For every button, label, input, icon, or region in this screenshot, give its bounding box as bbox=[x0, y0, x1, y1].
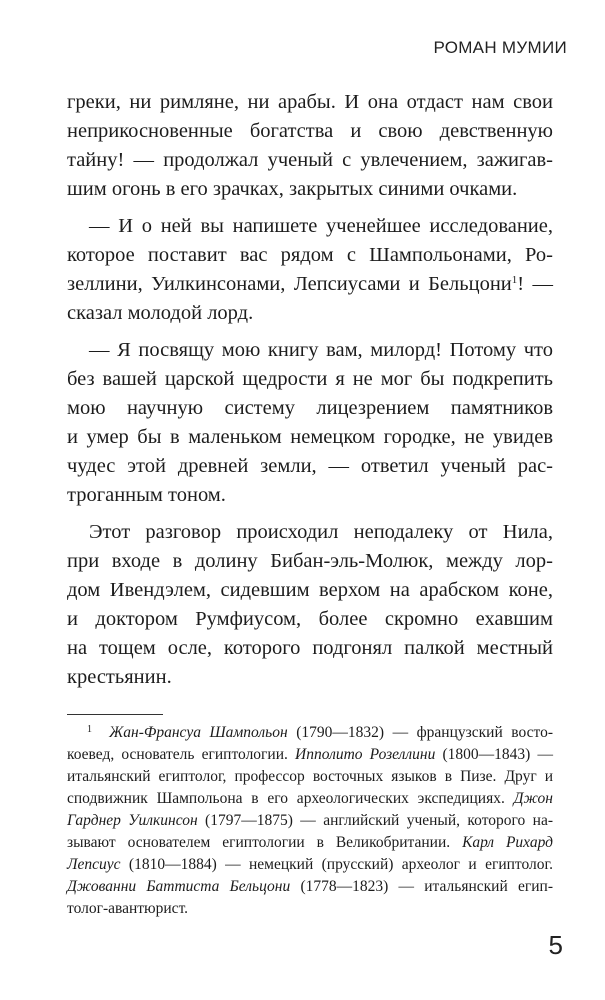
footnote-line: толог-авантюрист. bbox=[67, 900, 189, 917]
text-line: при входе в долину Бибан-эль-Молюк, между лор- bbox=[67, 550, 553, 572]
text-line: и умер бы в маленьком немецком городке, не увидев bbox=[67, 426, 553, 448]
footnote-text: сподвижник Шампольона в его археологических экспедициях. bbox=[67, 790, 514, 807]
paragraph bbox=[67, 88, 553, 204]
paragraph bbox=[67, 212, 553, 328]
text-line: неприкосновенные богатства и свою девственную bbox=[67, 120, 553, 142]
text-line: мою научную систему лицезрением памятников bbox=[67, 397, 553, 419]
footnote-text: (1778—1823) — итальянский егип- bbox=[290, 878, 553, 895]
footnote-text: (1790—1832) — французский восто- bbox=[287, 724, 554, 741]
footnote-line: итальянский египтолог, профессор восточных языков в Пизе. Друг и bbox=[67, 768, 553, 785]
footnote-name: Жан-Франсуа Шампольон bbox=[109, 724, 288, 741]
footnote-line bbox=[67, 788, 553, 810]
text-segment: зеллини, Уилкинсонами, Лепсиусами и Бельцони bbox=[67, 273, 512, 295]
footnote-line bbox=[67, 722, 553, 744]
footnote-line bbox=[67, 832, 553, 854]
text-line: без вашей царской щедрости я не мог бы подкрепить bbox=[67, 368, 553, 390]
footnote-text: (1797—1875) — английский ученый, которого на- bbox=[197, 812, 553, 829]
footnote-line bbox=[67, 876, 553, 898]
text-line: и доктором Румфиусом, более скромно ехавшим bbox=[67, 608, 553, 630]
footnote-text: (1810—1884) — немецкий (прусский) археолог и египтолог. bbox=[120, 856, 553, 873]
text-line: сказал молодой лорд. bbox=[67, 302, 254, 324]
running-header: РОМАН МУМИИ bbox=[433, 38, 567, 57]
page-number: 5 bbox=[548, 930, 563, 960]
text-line: крестьянин. bbox=[67, 666, 172, 688]
footnote-text: зывают основателем египтологии в Великобритании. bbox=[67, 834, 463, 851]
text-line: — Я посвящу мою книгу вам, милорд! Потому что bbox=[89, 339, 553, 361]
text-line: дом Ивендэлем, сидевшим верхом на арабском коне, bbox=[67, 579, 553, 601]
footnote-line bbox=[67, 810, 553, 832]
footnote-name: Джованни Баттиста Бельцони bbox=[67, 878, 291, 895]
footnotes bbox=[67, 722, 553, 920]
paragraph bbox=[67, 518, 553, 692]
footnote-divider bbox=[67, 714, 163, 715]
text-line bbox=[67, 270, 553, 299]
footnote-name: Лепсиус bbox=[67, 856, 121, 873]
footnote-reference[interactable]: 1 bbox=[511, 274, 518, 286]
footnote-line bbox=[67, 854, 553, 876]
text-line: шим огонь в его зрачках, закрытых синими очками. bbox=[67, 178, 518, 200]
text-line: которое поставит вас рядом с Шампольонами, Ро- bbox=[67, 244, 553, 266]
text-line: — И о ней вы напишете ученейшее исследование, bbox=[89, 215, 553, 237]
text-line: Этот разговор происходил неподалеку от Нила, bbox=[89, 521, 553, 543]
footnote-mark: 1 bbox=[87, 724, 92, 735]
footnote-name: Гарднер Уилкинсон bbox=[67, 812, 198, 829]
footnote-name: Ипполито Розеллини bbox=[295, 746, 436, 763]
text-line: на тощем осле, которого подгонял палкой местный bbox=[67, 637, 553, 659]
footnote-text: (1800—1843) — bbox=[435, 746, 553, 763]
text-segment: ! — bbox=[517, 273, 554, 295]
text-line: чудес этой древней земли, — ответил ученый рас- bbox=[67, 455, 553, 477]
footnote-text: коевед, основатель египтологии. bbox=[67, 746, 296, 763]
text-line: греки, ни римляне, ни арабы. И она отдаст нам свои bbox=[67, 91, 553, 113]
paragraph bbox=[67, 336, 553, 510]
text-line: тайну! — продолжал ученый с увлечением, зажигав- bbox=[67, 149, 553, 171]
text-line: троганным тоном. bbox=[67, 484, 226, 506]
footnote-name: Карл Рихард bbox=[462, 834, 553, 851]
footnote-name: Джон bbox=[513, 790, 553, 807]
main-text bbox=[67, 88, 553, 700]
footnote-line bbox=[67, 744, 553, 766]
